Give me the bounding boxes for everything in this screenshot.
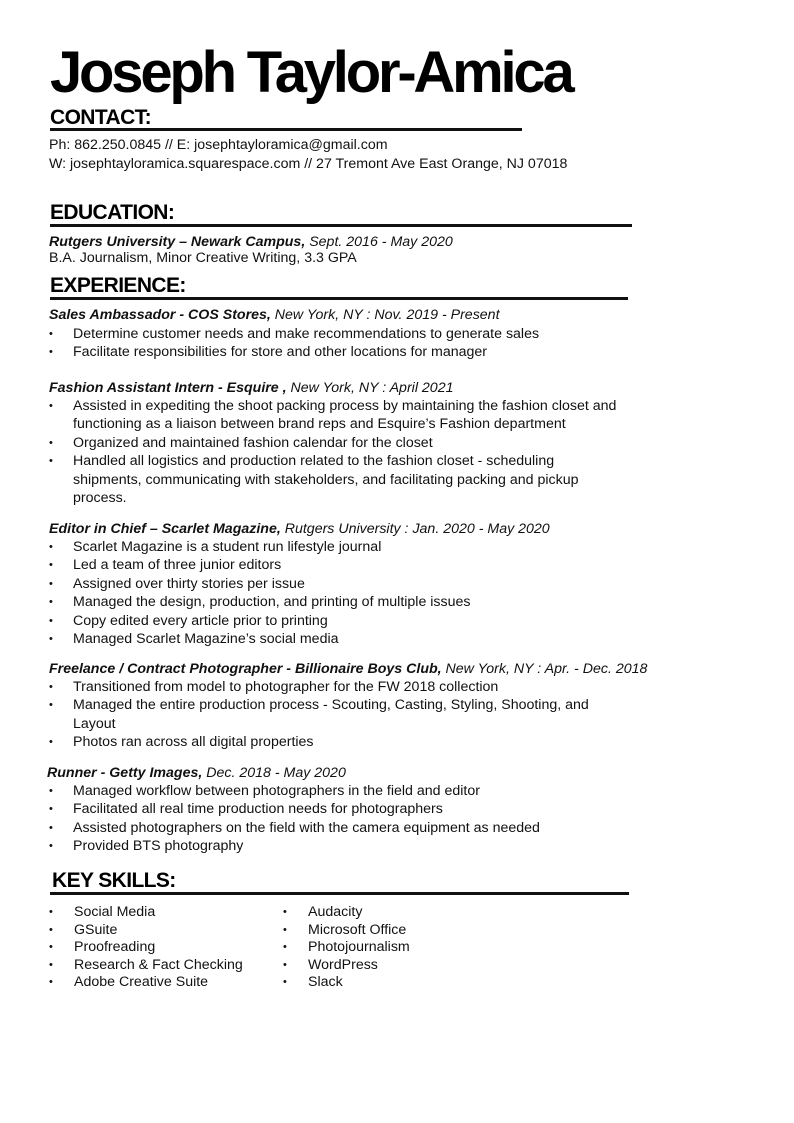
list-item: • Copy edited every article prior to printing xyxy=(49,612,328,629)
candidate-name: Joseph Taylor-Amica xyxy=(50,40,572,105)
education-rule xyxy=(50,224,632,227)
contact-heading: CONTACT: xyxy=(50,106,151,129)
job-title: Runner - Getty Images, xyxy=(47,765,203,781)
list-item: • Adobe Creative Suite xyxy=(49,974,209,991)
list-item: • Assisted in expediting the shoot packing process by maintaining the fashion closet and functioning as a liaison between brand reps and Esquire’s Fashion department xyxy=(49,398,617,433)
skills-list-left xyxy=(49,904,279,992)
job-title: Editor in Chief – Scarlet Magazine, xyxy=(49,521,281,537)
job-runner-getty xyxy=(47,764,346,782)
skills-heading: KEY SKILLS: xyxy=(52,869,176,892)
school-dates: Sept. 2016 - May 2020 xyxy=(305,234,453,250)
contact-web-address: W: josephtayloramica.squarespace.com // 27 Tremont Ave East Orange, NJ 07018 xyxy=(49,156,568,172)
list-item: • Photojournalism xyxy=(283,939,410,956)
list-item: • Slack xyxy=(283,974,343,991)
job-fashion-assistant-bullets xyxy=(49,397,619,507)
job-title: Fashion Assistant Intern - Esquire , xyxy=(49,380,287,396)
school-name: Rutgers University – Newark Campus, xyxy=(49,234,306,250)
job-editor-in-chief-bullets xyxy=(49,538,629,648)
list-item: • Managed the entire production process - Scouting, Casting, Styling, Shooting, and Layout xyxy=(49,697,589,732)
contact-rule xyxy=(50,128,522,131)
job-details: New York, NY : April 2021 xyxy=(286,380,454,396)
list-item: • Handled all logistics and production related to the fashion closet - scheduling shipments, communicating with stakeholders, and facilitating packing and pickup process. xyxy=(49,453,579,507)
list-item: • Research & Fact Checking xyxy=(49,956,243,973)
job-editor-in-chief xyxy=(49,520,550,538)
list-item: • Assisted photographers on the field with the camera equipment as needed xyxy=(49,819,540,836)
list-item: • Managed workflow between photographers in the field and editor xyxy=(49,783,480,799)
job-title: Sales Ambassador - COS Stores, xyxy=(49,307,271,323)
skills-list-right xyxy=(283,904,513,992)
list-item: • Managed Scarlet Magazine’s social media xyxy=(49,631,339,648)
education-heading: EDUCATION: xyxy=(50,201,175,224)
skills-rule xyxy=(50,892,629,895)
job-freelance-photographer-bullets xyxy=(49,678,619,752)
job-sales-ambassador xyxy=(49,306,500,324)
job-runner-getty-bullets xyxy=(49,782,629,856)
job-details: New York, NY : Apr. - Dec. 2018 xyxy=(441,661,648,677)
list-item: • Determine customer needs and make recommendations to generate sales xyxy=(49,326,540,342)
job-fashion-assistant xyxy=(49,379,453,397)
list-item: • Provided BTS photography xyxy=(49,838,244,855)
list-item: • Microsoft Office xyxy=(283,921,407,938)
list-item: • Managed the design, production, and printing of multiple issues xyxy=(49,594,471,611)
list-item: • WordPress xyxy=(283,956,378,973)
education-degree: B.A. Journalism, Minor Creative Writing, 3.3 GPA xyxy=(49,250,357,266)
job-details: Rutgers University : Jan. 2020 - May 2020 xyxy=(280,521,550,537)
list-item: • Proofreading xyxy=(49,939,156,956)
experience-heading: EXPERIENCE: xyxy=(50,274,186,297)
list-item: • Facilitate responsibilities for store and other locations for manager xyxy=(49,344,488,361)
list-item: • Photos ran across all digital properties xyxy=(49,734,314,751)
list-item: • Audacity xyxy=(283,904,363,920)
list-item: • Organized and maintained fashion calendar for the closet xyxy=(49,434,433,451)
job-title: Freelance / Contract Photographer - Billionaire Boys Club, xyxy=(49,661,442,677)
list-item: • Facilitated all real time production needs for photographers xyxy=(49,801,443,818)
contact-phone-email: Ph: 862.250.0845 // E: josephtayloramica@gmail.com xyxy=(49,137,388,153)
list-item: • GSuite xyxy=(49,921,118,938)
list-item: • Transitioned from model to photographer for the FW 2018 collection xyxy=(49,679,499,695)
job-details: New York, NY : Nov. 2019 - Present xyxy=(270,307,500,323)
list-item: • Scarlet Magazine is a student run lifestyle journal xyxy=(49,539,382,555)
job-details: Dec. 2018 - May 2020 xyxy=(202,765,346,781)
list-item: • Led a team of three junior editors xyxy=(49,557,282,574)
job-sales-ambassador-bullets xyxy=(49,325,629,362)
job-freelance-photographer xyxy=(49,660,647,678)
list-item: • Assigned over thirty stories per issue xyxy=(49,575,305,592)
experience-rule xyxy=(50,297,628,300)
list-item: • Social Media xyxy=(49,904,156,920)
